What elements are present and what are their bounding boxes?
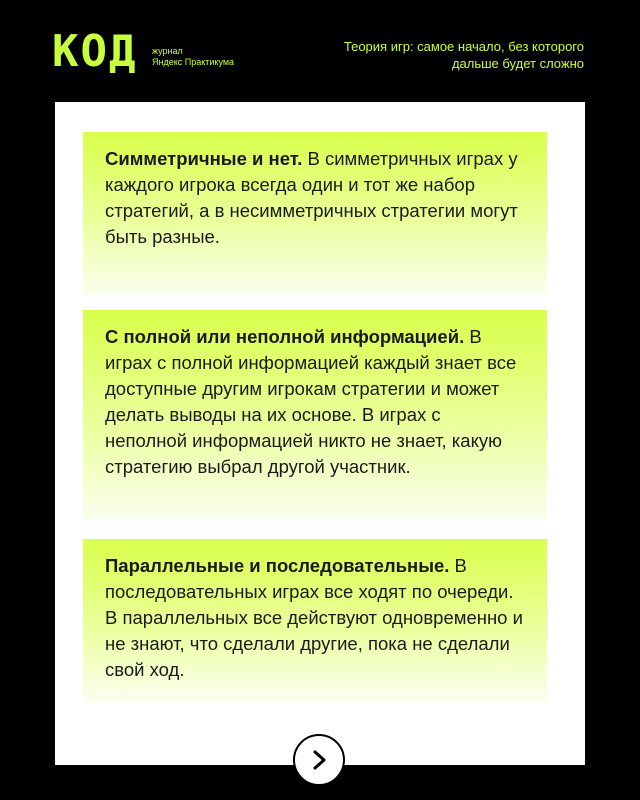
info-card-symmetric bbox=[83, 132, 547, 295]
next-slide-button[interactable] bbox=[293, 734, 345, 786]
card-body: В последовательных играх все ходят по очереди. В параллельных все действуют одновременно и не знают, что сделали другие, пока не сделали свой ход. bbox=[105, 555, 523, 680]
logo-subtitle-line1: журнал bbox=[152, 46, 183, 56]
article-title-line1: Теория игр: самое начало, без которого bbox=[343, 39, 584, 54]
info-card-information bbox=[83, 310, 547, 520]
card-heading: С полной или неполной информацией. bbox=[105, 326, 465, 347]
article-title bbox=[284, 38, 584, 72]
card-heading: Параллельные и последовательные. bbox=[105, 555, 450, 576]
header bbox=[0, 0, 640, 100]
logo: КОД bbox=[52, 26, 138, 77]
card-text bbox=[105, 146, 525, 250]
logo-subtitle bbox=[152, 46, 234, 68]
chevron-right-icon bbox=[308, 749, 330, 771]
card-body: В играх с полной информацией каждый знает все доступные другим игрокам стратегии и может делать выводы на их основе. В играх с неполной информацией никто не знает, какую стратегию выбрал другой участник. bbox=[105, 326, 517, 477]
card-body: В симметричных играх у каждого игрока всегда один и тот же набор стратегий, а в несимметричных стратегии могут быть разные. bbox=[105, 148, 518, 247]
logo-subtitle-line2: Яндекс Практикума bbox=[152, 57, 235, 67]
article-title-line2: дальше будет сложно bbox=[451, 56, 584, 71]
info-card-parallel bbox=[83, 539, 547, 702]
card-text bbox=[105, 553, 525, 683]
card-text bbox=[105, 324, 525, 480]
card-heading: Симметричные и нет. bbox=[105, 148, 303, 169]
content-panel bbox=[55, 102, 585, 765]
